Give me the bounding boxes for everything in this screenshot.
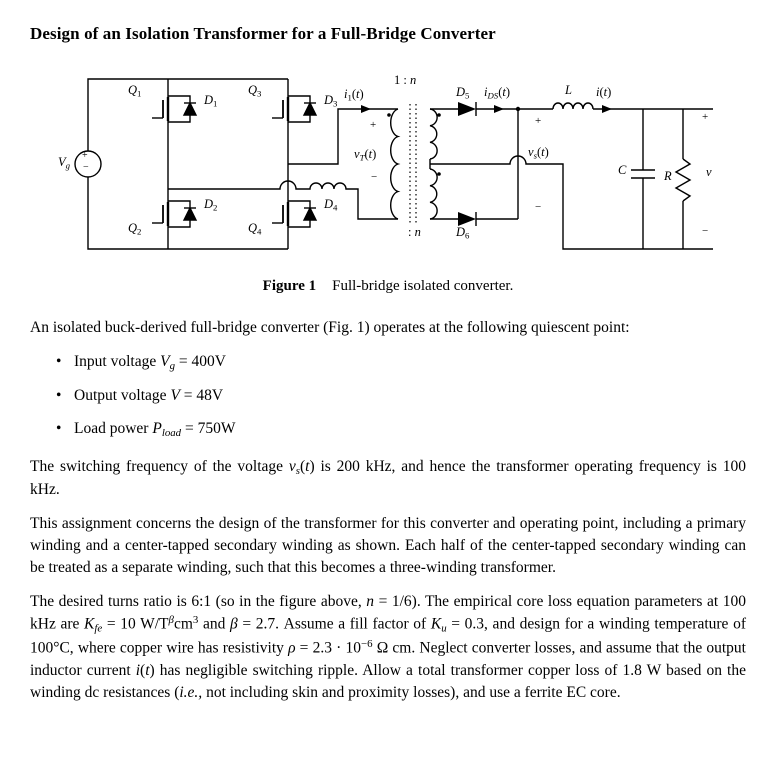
figure-caption: Figure 1 Full-bridge isolated converter. — [262, 278, 514, 294]
vt-plus-sign: + — [370, 119, 377, 131]
paragraph-assignment: This assignment concerns the design of the transformer for this converter and operating point, including a primary winding and a center-tapped secondary winding as shown. Each half of the center-tapped secondary winding can be treated as a separate winding, such that this becomes a three-winding transformer. — [30, 515, 746, 577]
document-title: Design of an Isolation Transformer for a Full-Bridge Converter — [30, 24, 496, 43]
label-i1: i1(t) — [344, 87, 364, 103]
mosfet-q2 — [152, 202, 168, 226]
diode-d5 — [458, 102, 476, 116]
list-item-text: Output voltage V = 48V — [74, 387, 224, 405]
diode-d4 — [288, 201, 316, 227]
mosfet-q1 — [152, 97, 168, 121]
inductor-l — [553, 103, 593, 109]
output-plus-sign: + — [702, 111, 709, 123]
list-item-output-voltage — [56, 385, 746, 407]
resistor-r — [676, 109, 690, 249]
output-minus-sign: − — [702, 225, 709, 237]
diode-d3 — [288, 96, 316, 122]
polarity-dot — [387, 113, 391, 117]
ids-arrow — [494, 105, 504, 113]
vt-minus-sign: − — [371, 171, 378, 183]
label-vg: Vg — [58, 155, 71, 171]
label-q4: Q4 — [248, 221, 262, 237]
label-d4: D4 — [324, 197, 338, 213]
label-d5: D5 — [456, 85, 470, 101]
i1-arrow — [361, 105, 371, 113]
vs-minus-sign: − — [535, 201, 542, 213]
bridge-wires — [75, 79, 398, 249]
paragraph-intro: An isolated buck-derived full-bridge converter (Fig. 1) operates at the following quiescent point: — [30, 319, 630, 336]
diode-d6 — [458, 212, 476, 226]
transformer-secondary-bottom — [430, 169, 437, 219]
list-item-text: Load power Pload = 750W — [74, 420, 236, 440]
label-l: L — [565, 83, 572, 97]
label-d3: D3 — [324, 93, 338, 109]
it-arrow — [602, 105, 612, 113]
label-d2: D2 — [204, 197, 218, 213]
vs-plus-sign: + — [535, 115, 542, 127]
label-vs: vs(t) — [528, 145, 549, 161]
diode-d2 — [168, 201, 196, 227]
polarity-dot — [437, 172, 441, 176]
label-vt: vT(t) — [354, 147, 377, 163]
label-d6: D6 — [456, 225, 470, 241]
label-q3: Q3 — [248, 83, 262, 99]
source-plus-sign: + — [82, 150, 88, 161]
spec-list — [56, 351, 746, 442]
bullet-icon: • — [56, 387, 62, 405]
label-it: i(t) — [596, 85, 612, 99]
label-c: C — [618, 163, 627, 177]
source-minus-sign: − — [83, 162, 89, 173]
junction-dot — [516, 107, 520, 111]
bullet-icon: • — [56, 353, 62, 370]
capacitor-c — [631, 109, 655, 249]
transformer-primary — [391, 109, 398, 219]
circuit-figure — [58, 64, 718, 264]
transformer-secondary-top — [430, 109, 437, 159]
primary-top-wire — [288, 109, 398, 164]
label-turns-ratio-bottom: : n — [408, 225, 421, 239]
list-item-load-power — [56, 418, 746, 441]
label-turns-ratio: 1 : n — [394, 73, 417, 87]
label-q2: Q2 — [128, 221, 142, 237]
label-v-out: v — [706, 165, 712, 179]
polarity-dot — [437, 113, 441, 117]
mosfet-q3 — [272, 97, 288, 121]
label-ids: iDS(t) — [484, 85, 511, 101]
list-item-text: Input voltage Vg = 400V — [74, 353, 226, 373]
label-r: R — [664, 169, 672, 183]
mosfets — [152, 97, 288, 226]
paragraph-switching-frequency: The switching frequency of the voltage vs(t) is 200 kHz, and hence the transformer operating frequency is 100 kHz. — [30, 457, 746, 499]
list-item-input-voltage — [56, 351, 746, 374]
paragraph-design-specs: The desired turns ratio is 6:1 (so in the figure above, n = 1/6). The empirical core loss equation parameters at 100 kHz are Kfe = 10 $W/T^\beta cm^3$ and β = 2.7. Assume a fill factor of Ku = 0.3, and design for a winding temperature of 100°C, where copper wire has resistivity $\rho = 2.3 \cdot 10^{-6}$ Ω cm. Neglect converter losses, and assume that the output inductor current i(t) has negligible switching ripple. Allow a total transformer copper loss of 1.8 W based on the winding dc resistances (i.e., not including skin and proximity losses), and use a ferrite EC core. — [30, 593, 746, 701]
label-d1: D1 — [204, 93, 218, 109]
label-q1: Q1 — [128, 83, 142, 99]
bridge-diodes — [168, 93, 316, 227]
diode-d1 — [168, 96, 196, 122]
bullet-icon: • — [56, 420, 62, 438]
mosfet-q4 — [272, 202, 288, 226]
